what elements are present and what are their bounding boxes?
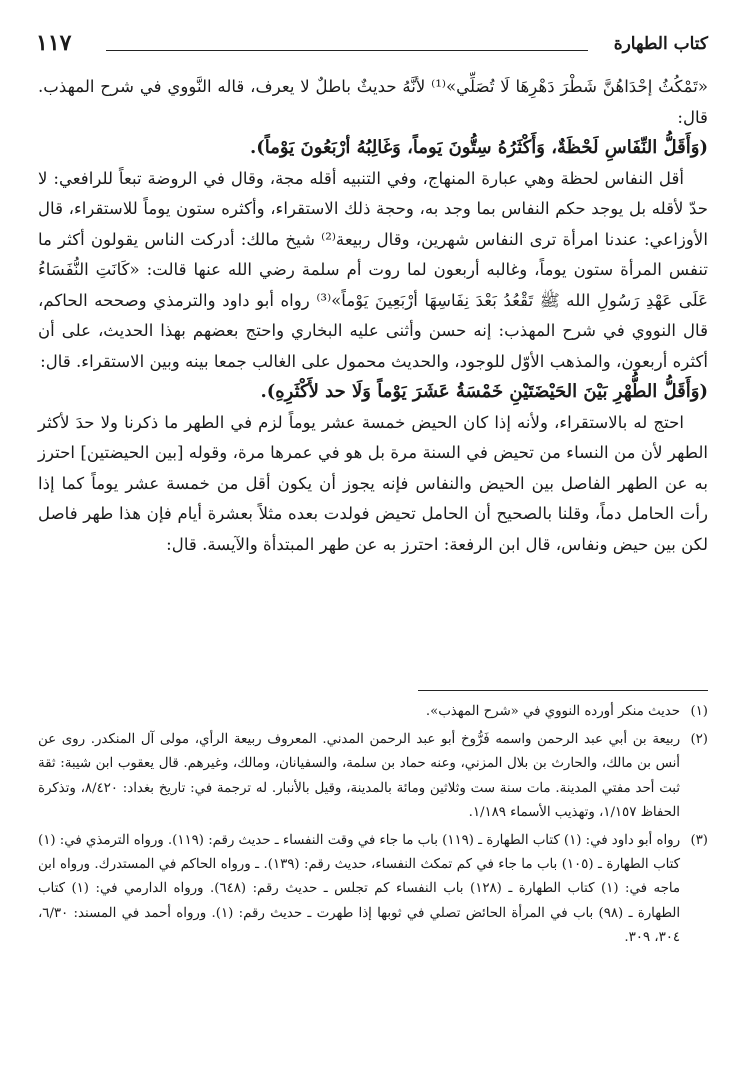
- paragraph-3: احتج له بالاستقراء، ولأنه إذا كان الحيض خمسة عشر يوماً لزم في الطهر ما ذكرنا ولا حدَ لأكثر الطهر لأن من النساء من تحيض في السنة مرة بل هو في عمرها مرة، وقوله [بين الحيضتين] احترز به عن الطهر الفاصل بين الحيض والنفاس فإنه يجوز أن يكون أقل من خمسة عشر يوماً كما إذا رأت الحامل دماً، وقلنا بالصحيح أن الحامل تحيض فولدت بعده مثلاً بعشرة أيام فإن هذا طهر فاصل لكن بين حيض ونفاس، قال ابن الرفعة: احترز به عن طهر المبتدأة والآيسة. قال:: [38, 412, 708, 554]
- paragraph-1: «تَمْكُثُ إحْدَاهُنَّ شَطْرَ دَهْرِهَا لَا تُصَلِّي»⁽¹⁾ لأنَّهُ حديثٌ باطلٌ لا يعرف، قاله النَّووي في شرح المهذب. قال:: [38, 77, 708, 127]
- footnote-text: حديث منكر أورده النووي في «شرح المهذب».: [425, 704, 680, 719]
- paragraph-2: أقل النفاس لحظة وهي عبارة المنهاج، وفي التنبيه أقله مجة، وقال في الروضة تبعاً للرافعي: لا حدّ لأقله بل يوجد حكم النفاس بما وجد به، وحجة ذلك الاستقراء، وأكثره ستون يوماً للاستقراء، قال الأوزاعي: عندنا امرأة ترى النفاس شهرين، وقال ربيعة⁽²⁾ شيخ مالك: أدركت الناس يقولون أكثر ما تنفس المرأة ستون يوماً، وغالبه أربعون لما روت أم سلمة رضي الله عنها قالت: «كَانَتِ النُّفَسَاءُ عَلَى عَهْدِ رَسُولِ الله ﷺ تَقْعُدُ بَعْدَ نِفَاسِهَا أرْبَعِينَ يَوْماً»⁽³⁾ رواه أبو داود والترمذي وصححه الحاكم، قال النووي في شرح المهذب: إنه حسن وأثنى عليه البخاري واحتج بعضهم بهذا الحديث، على أن أكثره أربعون، والمذهب الأوّل للوجود، والحديث محمول على الغالب جمعا بينه وبين الاستقراء. قال:: [38, 168, 708, 371]
- footnote-2: [38, 728, 708, 825]
- book-title: كتاب الطهارة: [613, 34, 708, 54]
- footnotes: [38, 700, 708, 954]
- footnote-text: ربيعة بن أبي عبد الرحمن واسمه فَرُّوخ أبو عبد الرحمن المدني. المعروف ربيعة الرأي، مولى آل المنكدر. روى عن أنس بن مالك، والحارث بن بلال المزني، وعنه حماد بن سلمة، والسفيانان، ومالك، وغيرهم. قال يعقوب ابن شيبة: ثقة ثبت أحد مفتي المدينة. مات سنة ست وثلاثين ومائة بالمدينة، وقيل بالأنبار. له ترجمة في: تاريخ بغداد: ٨/٤٢٠، وتذكرة الحفاظ ١/١٥٧، وتهذيب الأسماء ١/١٨٩.: [38, 732, 680, 820]
- footnote-text: رواه أبو داود في: (١) كتاب الطهارة ـ (١١٩) باب ما جاء في وقت النفساء ـ حديث رقم: (١١٩). ورواه الترمذي في: (١) كتاب الطهارة ـ (١٠٥) باب ما جاء في كم تمكث النفساء، حديث رقم: (١٣٩). ـ ورواه الحاكم في المستدرك. ورواه ابن ماجه في: (١) كتاب الطهارة ـ (١٢٨) باب النفساء كم تجلس ـ حديث رقم: (٦٤٨). ورواه الدارمي في: (١) كتاب الطهارة ـ (٩٨) باب في المرأة الحائض تصلي في ثوبها إذا طهرت ـ حديث رقم: (١). ورواه أحمد في المسند: ٦/٣٠، ٣٠٤، ٣٠٩.: [38, 833, 681, 945]
- footnote-1: [38, 700, 708, 724]
- page-header: [36, 30, 708, 60]
- main-text: [38, 72, 708, 560]
- footnote-rule: [418, 690, 708, 691]
- page-number: ١١٧: [36, 30, 72, 56]
- matn-line-2: (وَأَقَلُّ الطُّهْرِ بَيْنَ الحَيْضَتَيْنِ خَمْسَةُ عَشَرَ يَوْماً وَلَا حد لأَكْثَرِهِ).: [260, 381, 708, 402]
- footnote-number: (٣): [690, 833, 708, 849]
- matn-line-1: (وَأَقَلُّ النِّفَاسِ لَحْظَةٌ، وَأَكْثَرُهُ سِتُّونَ يَوماً، وَغَالِبُهُ أرْبَعُونَ يَوْماً).: [250, 137, 708, 158]
- footnote-3: [38, 829, 708, 950]
- footnote-number: (٢): [690, 732, 708, 748]
- footnote-number: (١): [690, 704, 708, 719]
- header-rule: [106, 50, 588, 51]
